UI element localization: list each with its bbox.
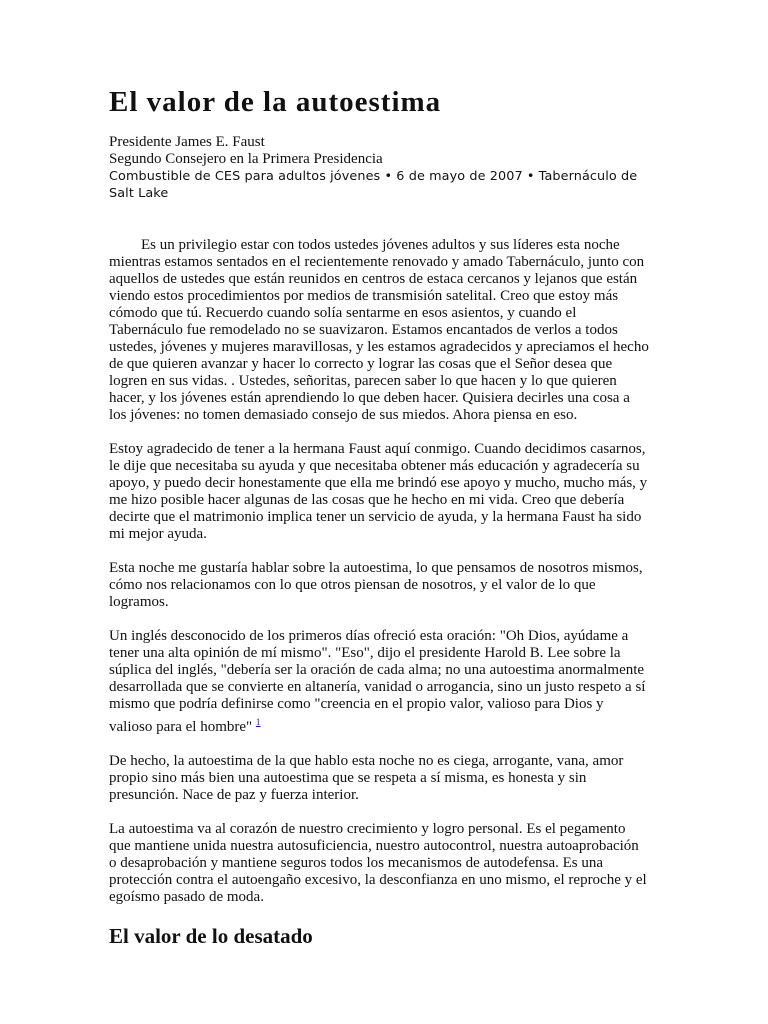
- document-page: [109, 84, 649, 949]
- paragraph: Esta noche me gustaría hablar sobre la autoestima, lo que pensamos de nosotros mismos, cómo nos relacionamos con lo que otros piensan de nosotros, y el valor de lo que logramos.: [109, 560, 643, 610]
- paragraph: [109, 628, 649, 736]
- footnote-link[interactable]: 1: [255, 717, 261, 727]
- paragraph: La autoestima va al corazón de nuestro crecimiento y logro personal. Es el pegamento que mantiene unida nuestra autosuficiencia, nuestro autocontrol, nuestra autoaprobación o desaprobación y mantiene seguros todos los mecanismos de autodefensa. Es una protección contra el autoengaño excesivo, la desconfianza en uno mismo, el reproche y el egoísmo pasado de moda.: [109, 821, 647, 905]
- author-name: Presidente James E. Faust: [109, 134, 265, 150]
- paragraph: Estoy agradecido de tener a la hermana Faust aquí conmigo. Cuando decidimos casarnos, le dije que necesitaba su ayuda y que necesitaba obtener más educación y agradecería su apoyo, y puedo decir honestamente que ella me brindó ese apoyo y mucho, mucho más, y me hizo posible hacer algunas de las cosas que he hecho en mi vida. Creo que debería decirte que el matrimonio implica tener un servicio de ayuda, y la hermana Faust ha sido mi mejor ayuda.: [109, 441, 648, 542]
- page-title: El valor de la autoestima: [109, 86, 442, 118]
- paragraph-text: Un inglés desconocido de los primeros días ofreció esta oración: "Oh Dios, ayúdame a tener una alta opinión de mí mismo". "Eso", dijo el presidente Harold B. Lee sobre la súplica del inglés, "debería ser la oración de cada alma; no una autoestima anormalmente desarrollada que se convierte en altanería, vanidad o arrogancia, sino un justo respeto a sí mismo que podría definirse como "creencia en el propio valor, valioso para Dios y valioso para el hombre": [109, 628, 646, 735]
- paragraph: De hecho, la autoestima de la que hablo esta noche no es ciega, arrogante, vana, amor propio sino más bien una autoestima que se respeta a sí misma, es honesta y sin presunción. Nace de paz y fuerza interior.: [109, 753, 624, 803]
- author-role: Segundo Consejero en la Primera Presidencia: [109, 151, 383, 167]
- section-heading: El valor de lo desatado: [109, 924, 313, 948]
- article-body: [109, 237, 649, 906]
- byline: [109, 134, 649, 202]
- paragraph: Es un privilegio estar con todos ustedes jóvenes adultos y sus líderes esta noche mientras estamos sentados en el recientemente renovado y amado Tabernáculo, junto con aquellos de ustedes que están reunidos en centros de estaca cercanos y lejanos que están viendo estos procedimientos por medios de transmisión satelital. Creo que estoy más cómodo que tú. Recuerdo cuando solía sentarme en esos asientos, y cuando el Tabernáculo fue remodelado no se suavizaron. Estamos encantados de verlos a todos ustedes, jóvenes y mujeres maravillosas, y les estamos agradecidos y apreciamos el hecho de que quieren avanzar y hacer lo correcto y lograr las cosas que el Señor desea que logren en sus vidas. . Ustedes, señoritas, parecen saber lo que hacen y lo que quieren hacer, y los jóvenes están aprendiendo lo que deben hacer. Quisiera decirles una cosa a los jóvenes: no tomen demasiado consejo de sus miedos. Ahora piensa en eso.: [109, 237, 649, 423]
- event-info: Combustible de CES para adultos jóvenes • 6 de mayo de 2007 • Tabernáculo de Salt Lake: [109, 169, 638, 201]
- footnote-marker: [256, 714, 261, 728]
